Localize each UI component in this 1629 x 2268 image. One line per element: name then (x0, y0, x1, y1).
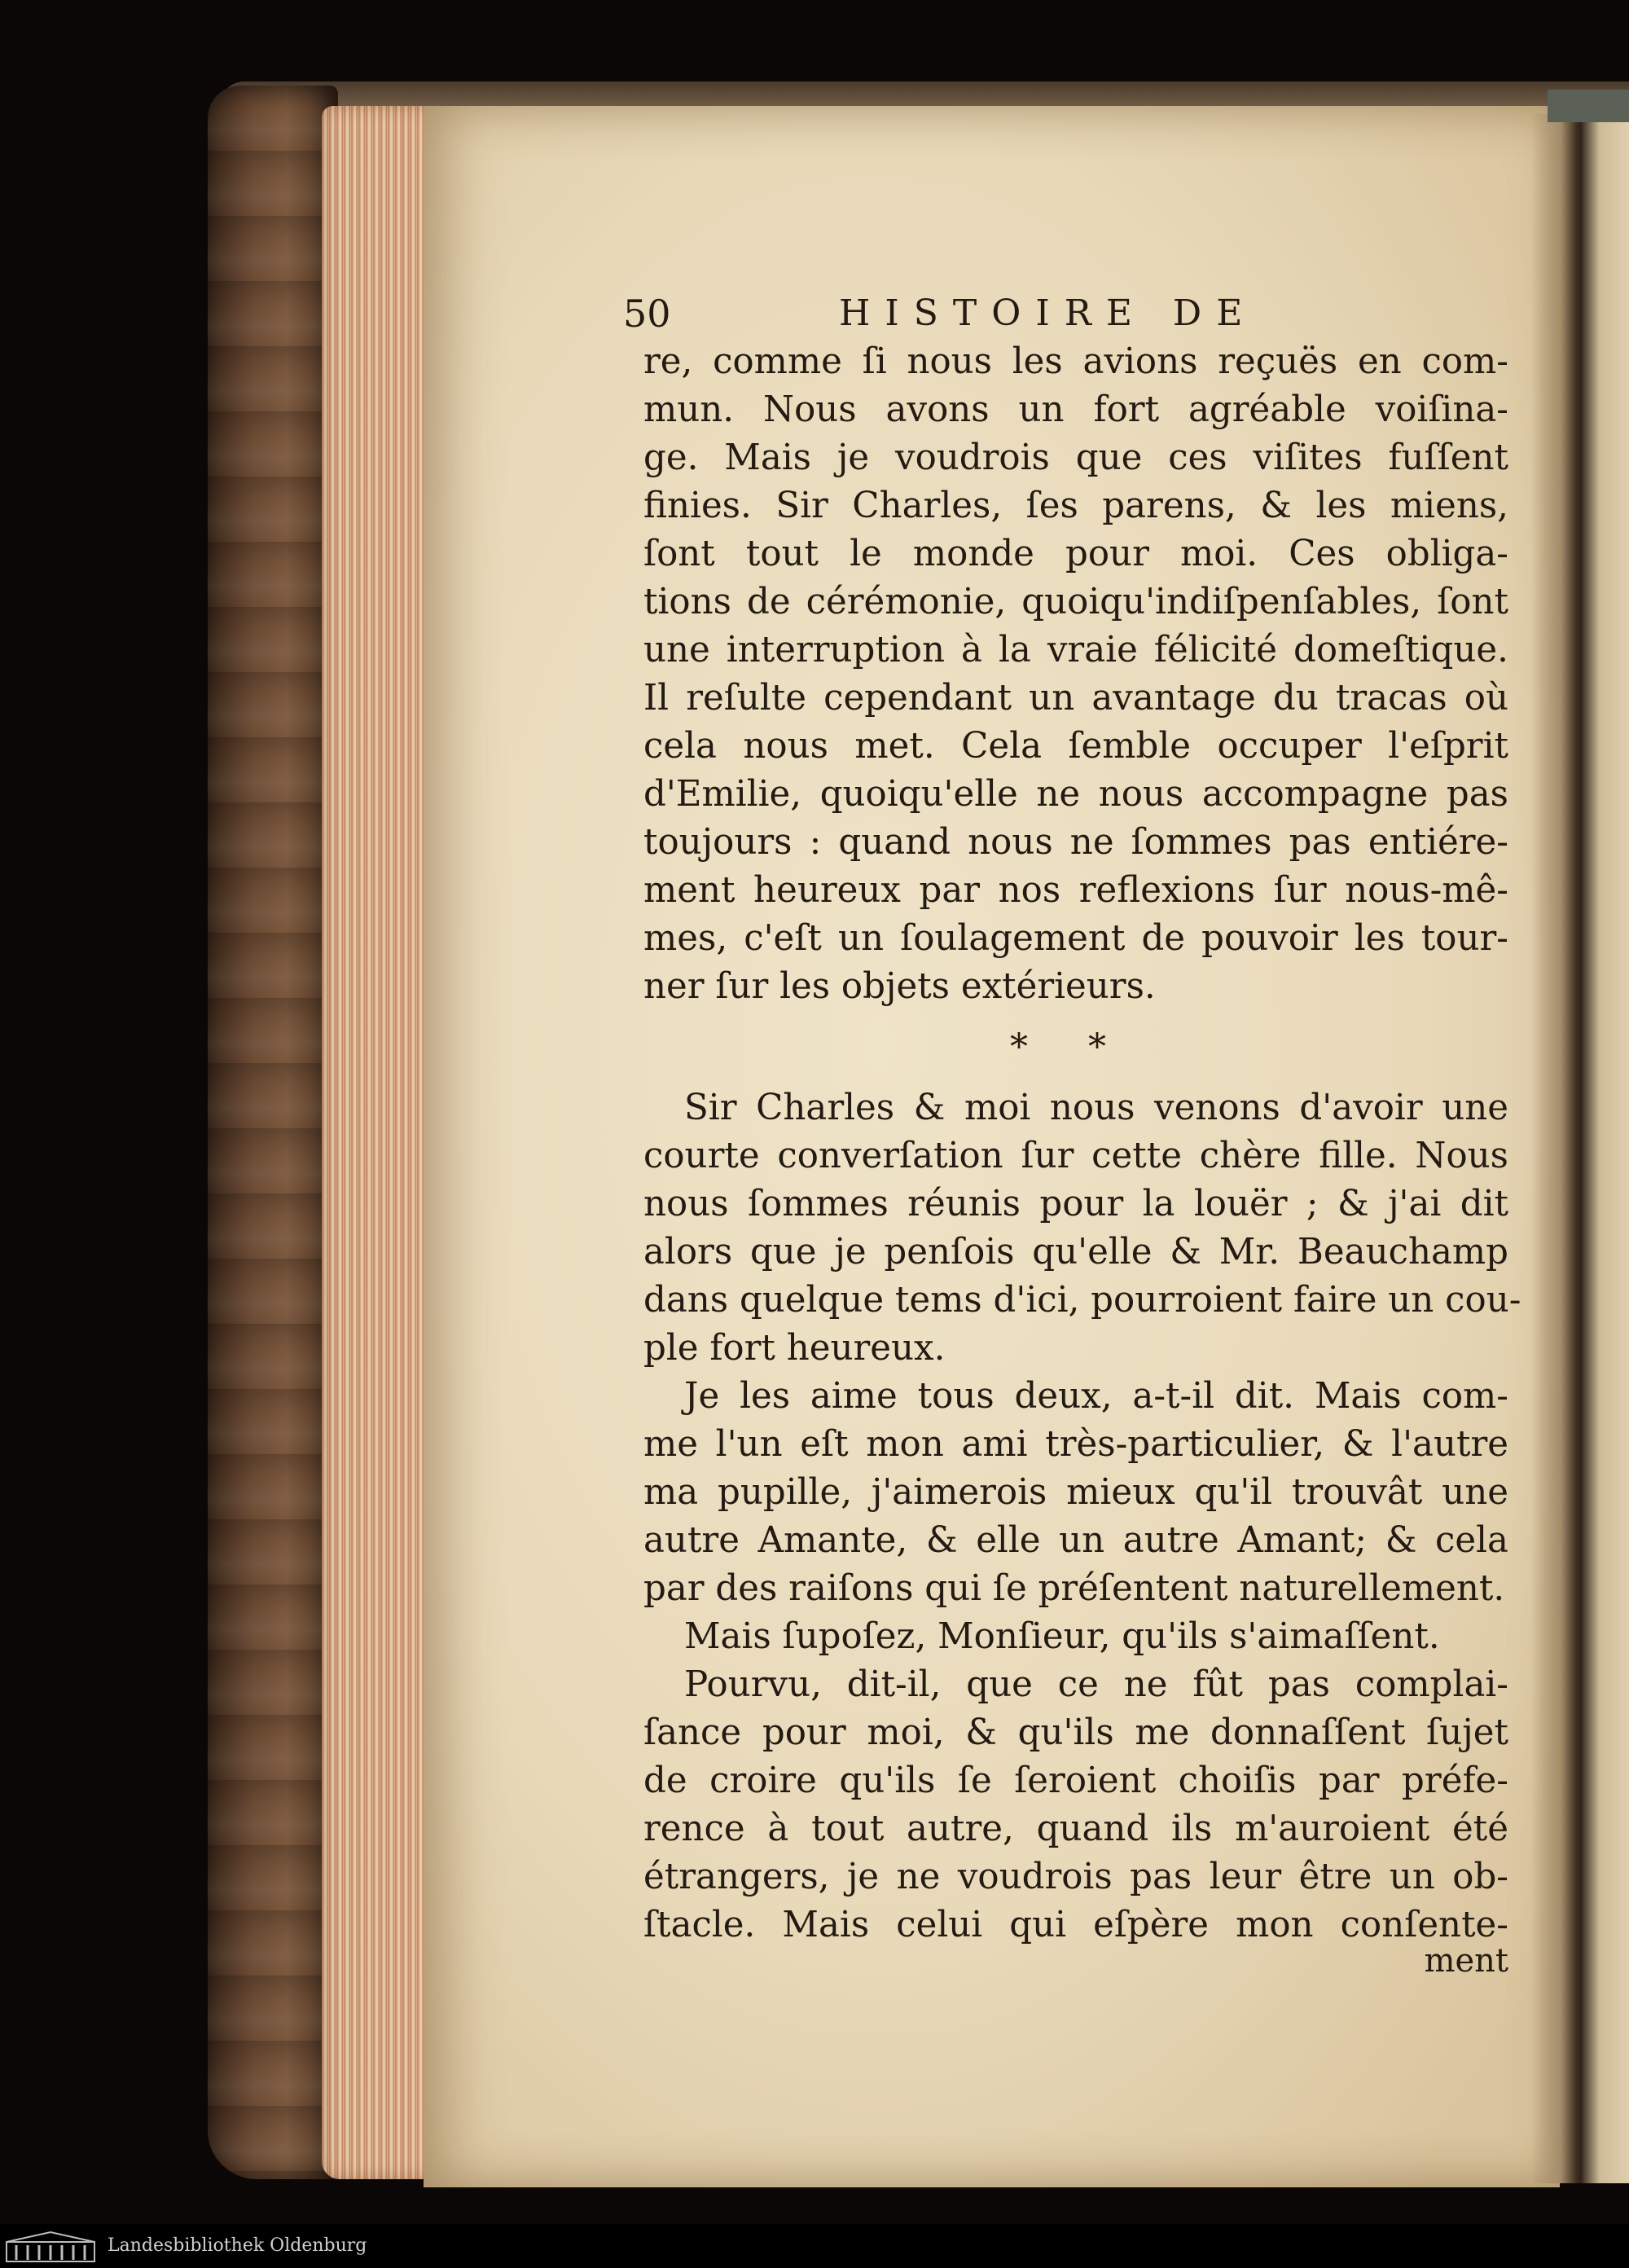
text-line: ma pupille, j'aimerois mieux qu'il trouvât une (643, 1472, 1508, 1513)
text-block (623, 289, 1521, 1980)
text-line: re, comme ſi nous les avions reçuës en com- (643, 341, 1508, 382)
text-line: de croire qu'ils ſe ſeroient choiſis par préfe- (643, 1760, 1508, 1801)
text-line: me l'un eſt mon ami très-particulier, & l'autre (643, 1424, 1508, 1465)
text-line: Il reſulte cependant un avantage du tracas où (643, 678, 1508, 719)
text-line: mes, c'eſt un ſoulagement de pouvoir les tour- (643, 918, 1508, 959)
text-line: dans quelque tems d'ici, pourroient faire un cou- (643, 1280, 1521, 1321)
paragraph-3 (643, 1373, 1508, 1613)
text-line: finies. Sir Charles, ſes parens, & les miens, (643, 486, 1508, 526)
library-building-icon (5, 2231, 96, 2263)
text-line: par des raiſons qui ſe préſentent naturellement. (643, 1568, 1505, 1609)
text-line: Pourvu, dit-il, que ce ne fût pas complai- (684, 1664, 1508, 1705)
text-line: Je les aime tous deux, a-t-il dit. Mais com- (684, 1376, 1508, 1417)
paragraph-2 (643, 1084, 1521, 1373)
text-line: ſtacle. Mais celui qui eſpère mon conſente- (643, 1905, 1508, 1945)
text-line: autre Amante, & elle un autre Amant; & cela (643, 1520, 1508, 1561)
paragraph-4 (643, 1613, 1508, 1661)
book-binding (208, 86, 338, 2179)
text-line: une interruption à la vraie félicité domeſtique. (643, 630, 1508, 670)
running-head (623, 289, 1508, 338)
text-line: tions de cérémonie, quoiqu'indiſpenſables, ſont (643, 582, 1508, 622)
text-line: nous ſommes réunis pour la louër ; & j'ai dit (643, 1184, 1508, 1224)
library-label: Landesbibliothek Oldenburg (108, 2235, 367, 2256)
paragraph-5 (643, 1661, 1508, 1949)
text-line: ment heureux par nos reflexions ſur nous-mê- (643, 870, 1508, 911)
text-line: ſont tout le monde pour moi. Ces obliga- (643, 534, 1508, 574)
text-line: cela nous met. Cela ſemble occuper l'eſprit (643, 726, 1508, 767)
text-line: ſance pour moi, & qu'ils me donnaſſent ſujet (643, 1712, 1508, 1753)
text-line: étrangers, je ne voudrois pas leur être un ob- (643, 1857, 1508, 1897)
text-line: ner ſur les objets extérieurs. (643, 966, 1156, 1007)
section-divider: * * (1010, 1026, 1131, 1068)
paragraph-1 (643, 338, 1508, 1011)
catchword: ment (1424, 1942, 1508, 1980)
text-line: Sir Charles & moi nous venons d'avoir une (684, 1088, 1508, 1128)
facing-page (1580, 122, 1629, 2183)
text-line: mun. Nous avons un fort agréable voiſina- (643, 389, 1508, 430)
running-title: HISTOIRE DE (839, 292, 1258, 334)
page-number: 50 (623, 292, 671, 336)
facing-page-band (1548, 90, 1629, 122)
text-line: toujours : quand nous ne ſommes pas entiére- (643, 822, 1508, 863)
text-line: courte converſation ſur cette chère fille. Nous (643, 1136, 1508, 1176)
text-line: d'Emilie, quoiqu'elle ne nous accompagne pas (643, 774, 1508, 815)
text-line: rence à tout autre, quand ils m'auroient été (643, 1809, 1508, 1849)
text-line: ge. Mais je voudrois que ces viſites fuſſent (643, 437, 1508, 478)
text-line: ple fort heureux. (643, 1328, 946, 1369)
text-line: Mais ſupoſez, Monſieur, qu'ils s'aimaſſent. (684, 1616, 1440, 1657)
text-line: alors que je penſois qu'elle & Mr. Beauchamp (643, 1232, 1508, 1272)
